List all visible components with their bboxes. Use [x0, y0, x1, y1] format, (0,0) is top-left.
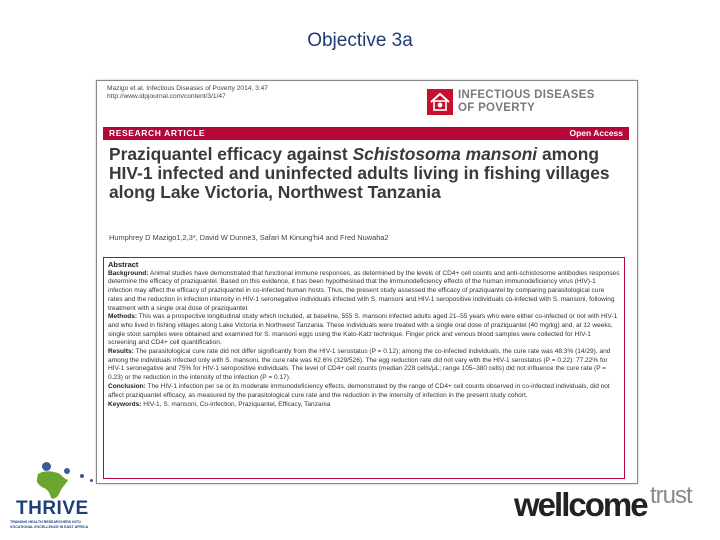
conclusion-text: The HIV-1 infection per se or its moderate immunodeficiency effects, demonstrated by the range of CD4+ cell counts observed in co-infected individuals, did not affect praziquantel efficacy, as measured by the parasitological cure rate and the reduction in the intensity of infection in the present study cohort.	[108, 382, 610, 399]
journal-name	[458, 89, 634, 115]
abstract-conclusion	[108, 383, 620, 400]
citation-line-1: Mazigo et al. Infectious Diseases of Poverty 2014, 3:47	[107, 85, 268, 92]
article-type: RESEARCH ARTICLE	[109, 128, 206, 138]
open-access-label: Open Access	[569, 128, 623, 138]
authors: Humphrey D Mazigo1,2,3*, David W Dunne3, Safari M Kinung'hi4 and Fred Nuwaha2	[109, 233, 389, 242]
abstract-heading: Abstract	[108, 260, 139, 269]
conclusion-label: Conclusion:	[108, 382, 146, 390]
citation-url: http://www.idpjournal.com/content/3/1/47	[107, 93, 226, 100]
slide-title: Objective 3a	[307, 30, 413, 51]
trust-wordmark: trust	[650, 482, 692, 509]
thrive-tagline: TRAINING HEALTH RESEARCHERS INTO VOCATIONAL EXCELLENCE IN EAST AFRICA	[10, 520, 89, 529]
abstract-background	[108, 270, 620, 314]
thrive-logo	[6, 452, 94, 538]
thrive-dot	[80, 474, 84, 478]
title-species: Schistosoma mansoni	[352, 144, 538, 164]
article-type-banner	[103, 127, 629, 140]
abstract-box	[103, 257, 625, 479]
wellcome-wordmark: wellcome	[514, 486, 647, 523]
methods-label: Methods:	[108, 313, 138, 321]
results-label: Results:	[108, 348, 134, 356]
keywords-label: Keywords:	[108, 401, 142, 409]
results-text: The parasitological cure rate did not differ significantly from the HIV-1 serostatus (P = 0.12); among the co-infected individuals, the cure rate was 48.3% (14/29), and among the individuals infected only with S. mansoni, the cure rate was 62.6% (329/526). The egg reduction rate did not vary with the HIV-1 serostatus (P = 0.22): 77.22% for HIV-1 seronegative and 75% for HIV-1 seropositive individuals. The level of CD4+ cell counts (median 228 cells/μL; range 105–380 cells) did not influence the cure rate (P = 0.23) or the reduction in the intensity of the infection (P = 0.17).	[108, 348, 611, 382]
abstract-results	[108, 348, 620, 383]
wellcome-trust-logo	[514, 484, 714, 530]
keywords-text: HIV-1, S. mansoni, Co-infection, Praziquantel, Efficacy, Tanzania	[141, 401, 331, 409]
article-title	[109, 145, 629, 202]
methods-text: This was a prospective longitudinal study which included, at baseline, 555 S. mansoni infected adults aged 21–55 years who were either co-infected or not with HIV-1 and who lived in fishing villages along Lake Victoria in Northwest Tanzania. These individuals were treated with a single oral dose of praziquantel (40 mg/kg) and, at 12 weeks, single stool samples were obtained and examined for S. mansoni eggs using the Kato-Katz technique. Finger prick and venous blood samples were collected for HIV-1 screening and CD4+ cell quantification.	[108, 313, 618, 347]
title-part-1: Praziquantel efficacy against	[109, 144, 353, 164]
journal-house-icon	[427, 89, 453, 115]
title-part-2: among HIV-1 infected and uninfected adults living in fishing villages along Lake Victoria, Northwest Tanzania	[109, 144, 610, 202]
citation	[107, 85, 268, 101]
journal-logo	[427, 87, 633, 119]
abstract-keywords	[108, 401, 620, 410]
abstract-methods	[108, 313, 620, 348]
paper-image	[96, 80, 638, 484]
journal-name-line-1: INFECTIOUS DISEASES	[458, 89, 595, 101]
thrive-dot	[90, 479, 93, 482]
africa-map-icon	[32, 470, 72, 500]
background-label: Background:	[108, 269, 149, 277]
background-text: Animal studies have demonstrated that functional immune responses, as determined by the levels of CD4+ cell counts and anti-schistosome antibodies responses determine the efficacy of praziquantel. Based on this evidence, it has been hypothesised that the immunodeficiency effects of the human immunodeficiency virus (HIV)-1 infection may affect the efficacy of praziquantel in co-infected human hosts. Thus, the present study assessed the efficacy of praziquantel by comparing parasitological cure rates and the reduction in infection intensity in HIV-1 seronegative individuals infected with S. mansoni and HIV-1 seropositive individuals co-infected with S. mansoni, following treatment with a single oral dose of praziquantel.	[108, 269, 620, 312]
thrive-wordmark: THRIVE	[16, 498, 89, 519]
journal-name-line-2: OF POVERTY	[458, 102, 536, 114]
